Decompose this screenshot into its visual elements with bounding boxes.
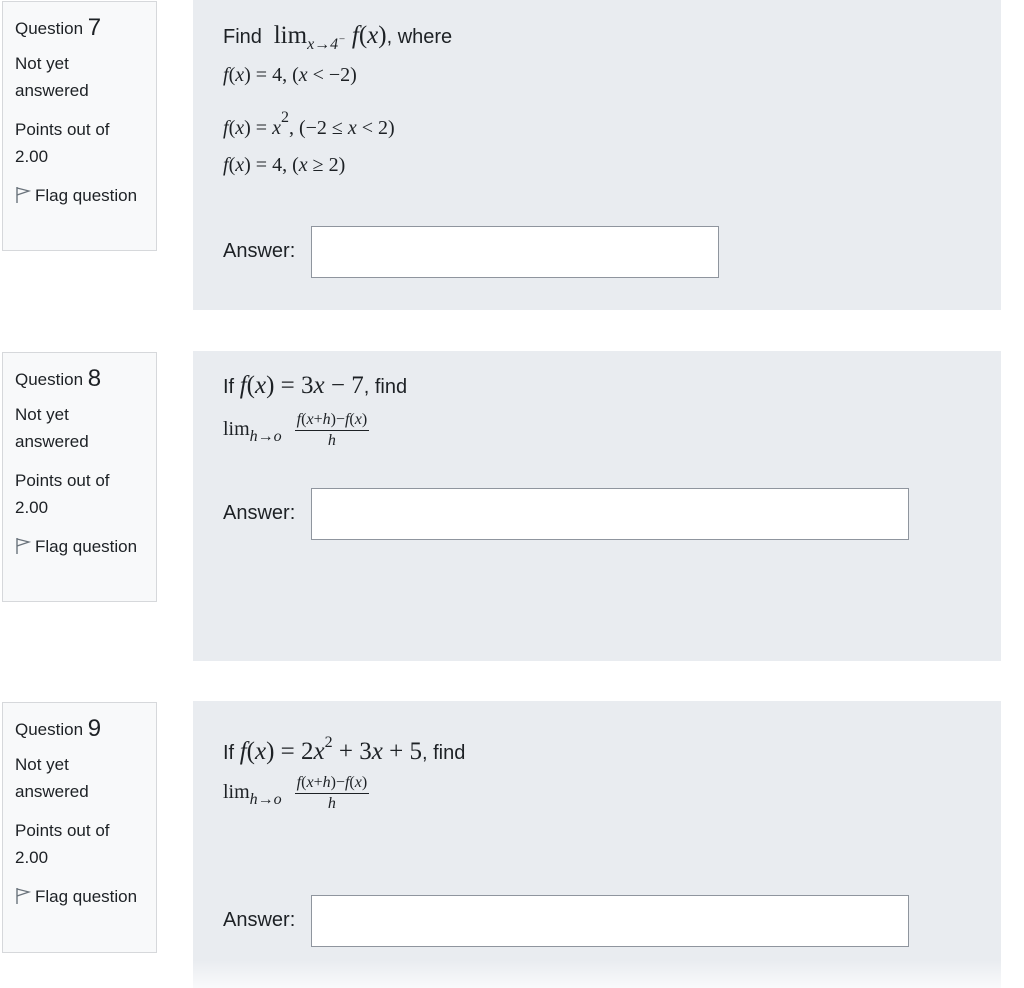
flag-question-label: Flag question <box>35 887 138 906</box>
answer-label: Answer: <box>223 909 296 931</box>
question-info-8 <box>2 352 157 602</box>
prompt-text: , where <box>386 26 453 48</box>
flag-question-label: Flag question <box>35 537 138 556</box>
question-points: Points out of 2.00 <box>15 821 110 867</box>
prompt-text: , find <box>363 376 408 398</box>
limit-expression: $\lim_{h\to o}$ $\frac{f(x+h)-f(x)}{h}$ <box>223 774 368 812</box>
piecewise-case-2: $f(x) = x^2$, (−2 ≤ x < 2) <box>223 109 395 139</box>
answer-input[interactable] <box>311 226 719 278</box>
math-expression: $\lim_{x\to 4^-} f(x)$ <box>267 22 387 53</box>
question-label: Question <box>15 370 84 389</box>
piecewise-case-3: f(x) = 4, (x ≥ 2) <box>223 154 346 176</box>
question-content-7 <box>193 0 1001 310</box>
flag-question-link[interactable] <box>15 182 144 209</box>
question-number-value: 9 <box>87 715 102 742</box>
question-number <box>15 14 144 42</box>
question-prompt <box>223 734 465 766</box>
flag-question-link[interactable] <box>15 883 144 910</box>
answer-input[interactable] <box>311 895 909 947</box>
difference-quotient: $\frac{f(x+h)-f(x)}{h}$ <box>296 411 368 449</box>
question-points: Points out of 2.00 <box>15 120 110 166</box>
question-status: Not yet answered <box>15 54 89 100</box>
question-number-value: 8 <box>87 365 102 392</box>
question-content-8 <box>193 351 1001 661</box>
flag-icon <box>15 886 31 904</box>
math-expression: $f(x) = 2x^2 + 3x + 5$ <box>239 734 422 765</box>
question-info-9 <box>2 702 157 953</box>
question-label: Question <box>15 720 84 739</box>
question-points: Points out of 2.00 <box>15 471 110 517</box>
bottom-fade <box>0 960 1024 988</box>
prompt-text: If <box>223 742 235 764</box>
flag-question-link[interactable] <box>15 533 144 560</box>
flag-icon <box>15 185 31 203</box>
question-status: Not yet answered <box>15 405 89 451</box>
question-number <box>15 715 144 743</box>
question-status: Not yet answered <box>15 755 89 801</box>
prompt-text: If <box>223 376 235 398</box>
piecewise-case-1: f(x) = 4, (x < −2) <box>223 64 357 86</box>
question-info-7 <box>2 1 157 251</box>
limit-expression: $\lim_{h\to o}$ $\frac{f(x+h)-f(x)}{h}$ <box>223 411 368 449</box>
math-expression: f(x) = 3x − 7 <box>239 372 364 399</box>
question-prompt <box>223 372 407 400</box>
flag-icon <box>15 536 31 554</box>
prompt-text: Find <box>223 26 262 48</box>
answer-label: Answer: <box>223 240 296 262</box>
prompt-text: , find <box>421 742 466 764</box>
question-label: Question <box>15 19 84 38</box>
question-number <box>15 365 144 393</box>
difference-quotient: $\frac{f(x+h)-f(x)}{h}$ <box>296 774 368 812</box>
flag-question-label: Flag question <box>35 186 138 205</box>
question-number-value: 7 <box>87 14 102 41</box>
question-prompt <box>223 22 452 54</box>
answer-label: Answer: <box>223 502 296 524</box>
answer-input[interactable] <box>311 488 909 540</box>
question-content-9 <box>193 701 1001 988</box>
